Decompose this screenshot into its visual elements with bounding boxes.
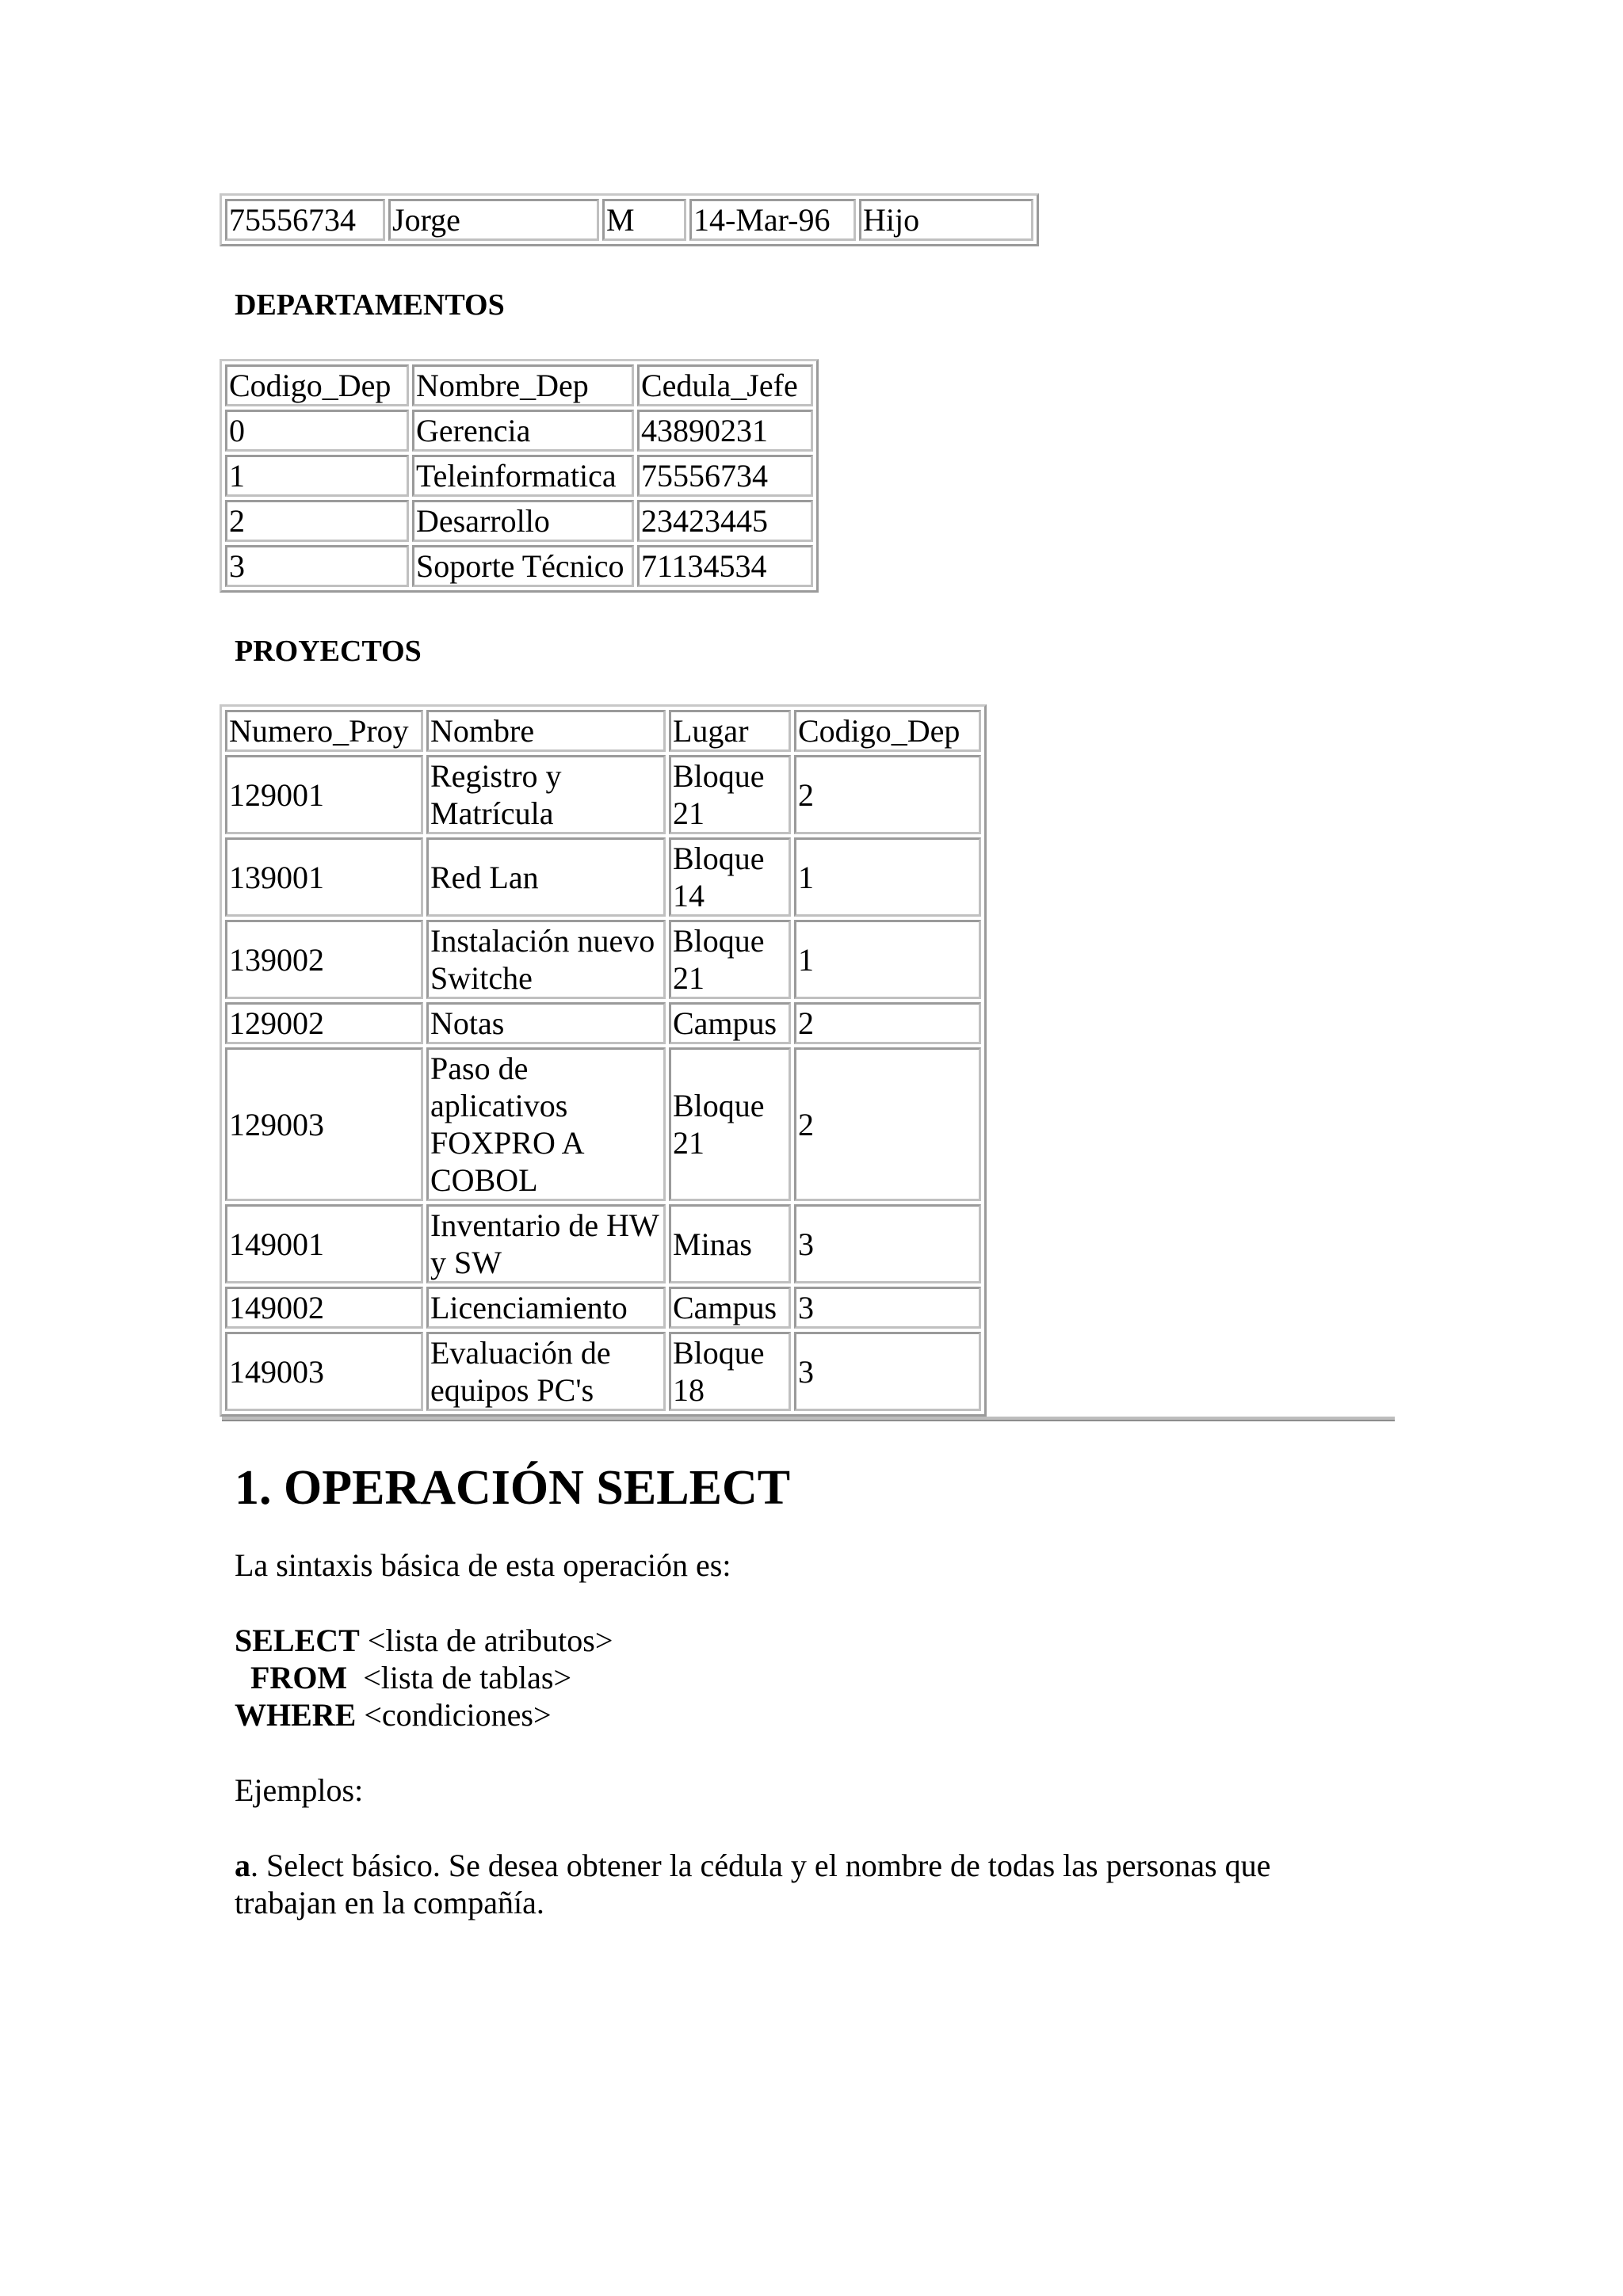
column-header: Cedula_Jefe bbox=[637, 364, 813, 406]
table-row bbox=[225, 545, 813, 587]
table-cell: 14-Mar-96 bbox=[689, 199, 856, 241]
table-cell: 1 bbox=[794, 920, 981, 999]
intro-paragraph: La sintaxis básica de esta operación es: bbox=[235, 1547, 731, 1584]
table-row bbox=[225, 455, 813, 497]
table-cell: Bloque 14 bbox=[669, 837, 791, 917]
table-cell: 2 bbox=[794, 755, 981, 834]
table-cell: Red Lan bbox=[426, 837, 666, 917]
sql-keyword: WHERE bbox=[235, 1697, 357, 1733]
column-header: Codigo_Dep bbox=[794, 710, 981, 752]
table-cell: Minas bbox=[669, 1204, 791, 1283]
table-cell: 1 bbox=[225, 455, 409, 497]
table-cell: 129002 bbox=[225, 1002, 423, 1044]
table-cell: 3 bbox=[225, 545, 409, 587]
table-cell: Bloque 21 bbox=[669, 920, 791, 999]
table-cell: 129001 bbox=[225, 755, 423, 834]
proyectos-table bbox=[220, 704, 987, 1417]
table-cell: 75556734 bbox=[225, 199, 385, 241]
table-cell: Inventario de HW y SW bbox=[426, 1204, 666, 1283]
column-header: Nombre bbox=[426, 710, 666, 752]
table-cell: Campus bbox=[669, 1002, 791, 1044]
table-cell: Instalación nuevo Switche bbox=[426, 920, 666, 999]
table-cell: Jorge bbox=[388, 199, 599, 241]
table-cell: 1 bbox=[794, 837, 981, 917]
table-cell: Gerencia bbox=[412, 410, 634, 452]
syntax-text: <condiciones> bbox=[356, 1697, 552, 1733]
table-cell: M bbox=[602, 199, 686, 241]
document-page bbox=[222, 193, 1411, 1921]
table-row bbox=[225, 1287, 981, 1329]
table-row bbox=[225, 1002, 981, 1044]
syntax-line bbox=[235, 1622, 1411, 1659]
table-cell: 2 bbox=[225, 500, 409, 542]
table-cell: 2 bbox=[794, 1002, 981, 1044]
table-row bbox=[225, 1204, 981, 1283]
example-a-paragraph bbox=[235, 1847, 1360, 1921]
table-cell: Notas bbox=[426, 1002, 666, 1044]
table-row bbox=[225, 837, 981, 917]
table-cell: 149002 bbox=[225, 1287, 423, 1329]
examples-label: Ejemplos: bbox=[235, 1772, 364, 1809]
table-cell: 75556734 bbox=[637, 455, 813, 497]
table-row bbox=[225, 755, 981, 834]
table-cell: Teleinformatica bbox=[412, 455, 634, 497]
table-cell: 139002 bbox=[225, 920, 423, 999]
table-cell: Bloque 21 bbox=[669, 1047, 791, 1201]
horizontal-rule bbox=[222, 1417, 1395, 1421]
syntax-indent bbox=[235, 1660, 250, 1695]
table-cell: Bloque 18 bbox=[669, 1332, 791, 1411]
table-header-row bbox=[225, 710, 981, 752]
table-cell: Bloque 21 bbox=[669, 755, 791, 834]
table-cell: Licenciamiento bbox=[426, 1287, 666, 1329]
table-cell: 23423445 bbox=[637, 500, 813, 542]
table-row bbox=[225, 1332, 981, 1411]
table-cell: Evaluación de equipos PC's bbox=[426, 1332, 666, 1411]
table-row bbox=[225, 199, 1033, 241]
table-cell: 2 bbox=[794, 1047, 981, 1201]
table-row bbox=[225, 410, 813, 452]
table-cell: Registro y Matrícula bbox=[426, 755, 666, 834]
departamentos-table bbox=[220, 359, 819, 593]
table-row bbox=[225, 920, 981, 999]
syntax-text: <lista de atributos> bbox=[359, 1623, 613, 1659]
table-cell: 3 bbox=[794, 1332, 981, 1411]
table-cell: 0 bbox=[225, 410, 409, 452]
table-row bbox=[225, 1047, 981, 1201]
table-cell: Hijo bbox=[859, 199, 1033, 241]
table-cell: Campus bbox=[669, 1287, 791, 1329]
sql-keyword: SELECT bbox=[235, 1623, 360, 1659]
column-header: Numero_Proy bbox=[225, 710, 423, 752]
syntax-line bbox=[235, 1696, 1411, 1733]
familiares-table-fragment bbox=[220, 193, 1039, 246]
table-cell: Desarrollo bbox=[412, 500, 634, 542]
column-header: Lugar bbox=[669, 710, 791, 752]
table-cell: Paso de aplicativos FOXPRO A COBOL bbox=[426, 1047, 666, 1201]
table-header-row bbox=[225, 364, 813, 406]
table-row bbox=[225, 500, 813, 542]
table-cell: 71134534 bbox=[637, 545, 813, 587]
table-cell: 149001 bbox=[225, 1204, 423, 1283]
table-cell: Soporte Técnico bbox=[412, 545, 634, 587]
table-cell: 3 bbox=[794, 1204, 981, 1283]
proyectos-title: PROYECTOS bbox=[235, 634, 422, 668]
departamentos-title: DEPARTAMENTOS bbox=[235, 288, 505, 322]
column-header: Nombre_Dep bbox=[412, 364, 634, 406]
syntax-line bbox=[235, 1659, 1411, 1696]
table-cell: 149003 bbox=[225, 1332, 423, 1411]
table-cell: 43890231 bbox=[637, 410, 813, 452]
sql-keyword: FROM bbox=[250, 1660, 348, 1696]
section-heading: 1. OPERACIÓN SELECT bbox=[235, 1461, 791, 1516]
example-letter: a bbox=[235, 1848, 250, 1884]
example-text: . Select básico. Se desea obtener la cédula y el nombre de todas las personas que trabajan en la compañía. bbox=[235, 1848, 1271, 1921]
column-header: Codigo_Dep bbox=[225, 364, 409, 406]
table-cell: 3 bbox=[794, 1287, 981, 1329]
syntax-text: <lista de tablas> bbox=[347, 1660, 572, 1696]
syntax-block bbox=[235, 1622, 1411, 1733]
table-cell: 129003 bbox=[225, 1047, 423, 1201]
table-cell: 139001 bbox=[225, 837, 423, 917]
